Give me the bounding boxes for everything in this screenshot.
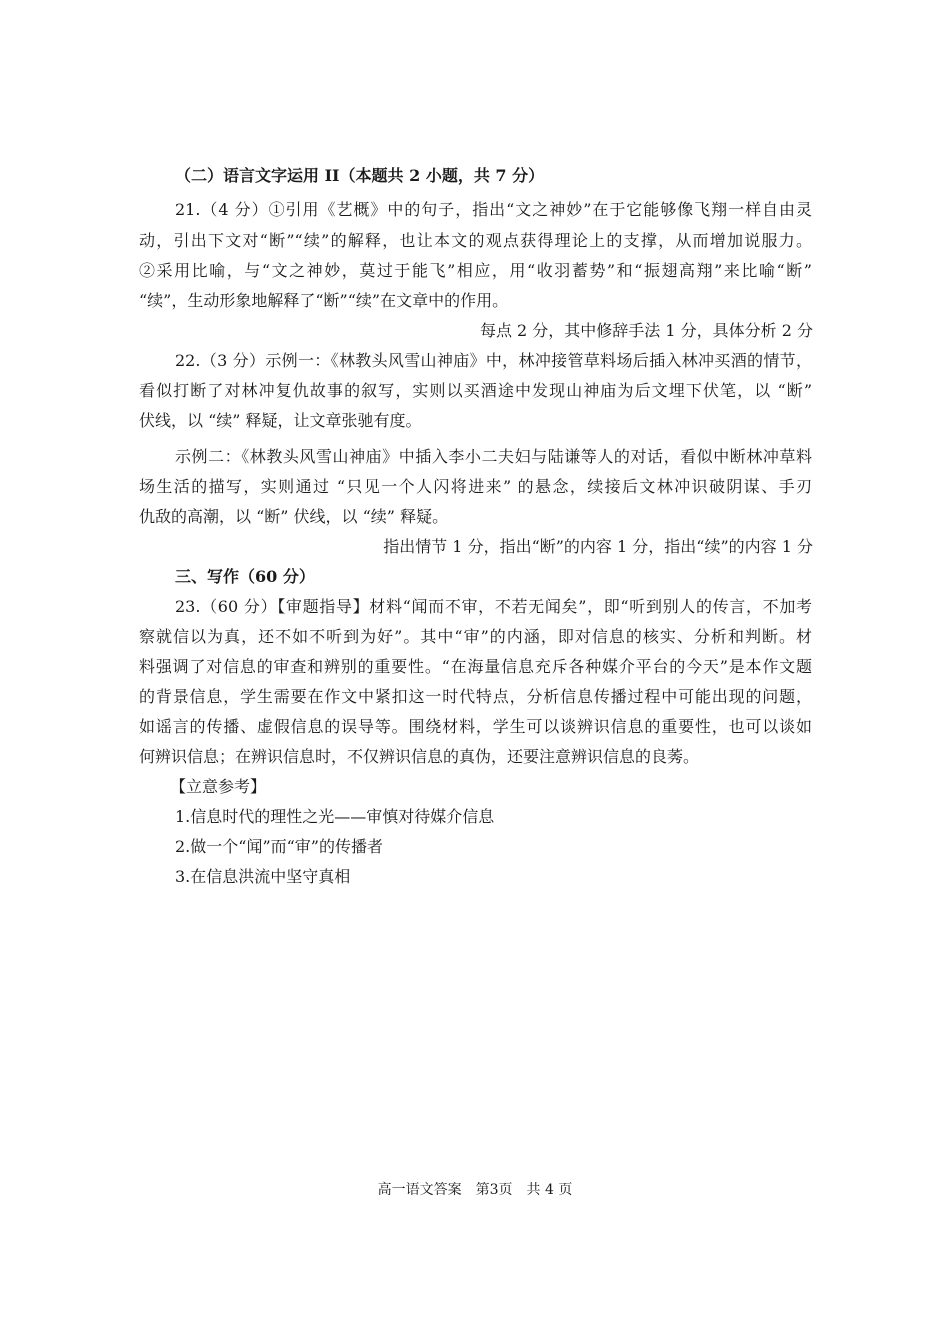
q22-line-3: 伏线，以 “续” 释疑，让文章张驰有度。 <box>139 411 422 430</box>
q23-line-2: 察就信以为真，还不如不听到为好”。其中“审”的内涵，即对信息的核实、分析和判断。材 <box>139 627 812 646</box>
reference-heading: 【立意参考】 <box>170 777 267 796</box>
q23-line-6: 何辨识信息；在辨识信息时，不仅辨识信息的真伪，还要注意辨识信息的良莠。 <box>139 747 700 766</box>
page-footer: 高一语文答案 第3页 共 4 页 <box>377 1182 573 1198</box>
q23-line-1: 23.（60 分）【审题指导】材料“闻而不审，不若无闻矣”，即“听到别人的传言，不加考 <box>175 597 812 616</box>
reference-item: 1.信息时代的理性之光——审慎对待媒介信息 <box>175 807 495 826</box>
q21-line-1: 21.（4 分）①引用《艺概》中的句子，指出“文之神妙”在于它能够像飞翔一样自由灵 <box>175 200 812 219</box>
reference-item: 2.做一个“闻”而“审”的传播者 <box>175 837 383 856</box>
q21-line-2: 动，引出下文对“断”“续”的解释，也让本文的观点获得理论上的支撑，从而增加说服力。 <box>139 231 812 250</box>
q21-line-4: “续”，生动形象地解释了“断”“续”在文章中的作用。 <box>139 291 509 310</box>
q22-line-2: 看似打断了对林冲复仇故事的叙写，实则以买酒途中发现山神庙为后文埋下伏笔，以 “断” <box>139 381 812 400</box>
q22-line-1: 22.（3 分）示例一：《林教头风雪山神庙》中，林冲接管草料场后插入林冲买酒的情节， <box>175 351 812 370</box>
q23-line-3: 料强调了对信息的审查和辨别的重要性。“在海量信息充斥各种媒介平台的今天”是本作文题 <box>139 657 812 676</box>
q23-line-5: 如谣言的传播、虚假信息的误导等。围绕材料，学生可以谈辨识信息的重要性，也可以谈如 <box>139 717 812 736</box>
q21-scoring: 每点 2 分，其中修辞手法 1 分，具体分析 2 分 <box>479 321 813 340</box>
q22-scoring: 指出情节 1 分，指出“断”的内容 1 分，指出“续”的内容 1 分 <box>383 537 813 556</box>
q23-line-4: 的背景信息，学生需要在作文中紧扣这一时代特点，分析信息传播过程中可能出现的问题， <box>139 687 812 706</box>
q22-line-5: 场生活的描写，实则通过 “只见一个人闪将进来” 的悬念，续接后文林冲识破阴谋、手刃 <box>139 477 812 496</box>
q22-line-6: 仇敌的高潮，以 “断” 伏线，以 “续” 释疑。 <box>139 507 449 526</box>
reference-item: 3.在信息洪流中坚守真相 <box>175 867 351 886</box>
q21-line-3: ②采用比喻，与“文之神妙，莫过于能飞”相应，用“收羽蓄势”和“振翅高翔”来比喻“断” <box>139 261 812 280</box>
q22-line-4: 示例二：《林教头风雪山神庙》中插入李小二夫妇与陆谦等人的对话，看似中断林冲草料 <box>175 447 812 466</box>
section3-heading: 三、写作（60 分） <box>175 567 315 586</box>
section2-heading: （二）语言文字运用 II（本题共 2 小题，共 7 分） <box>175 166 545 185</box>
